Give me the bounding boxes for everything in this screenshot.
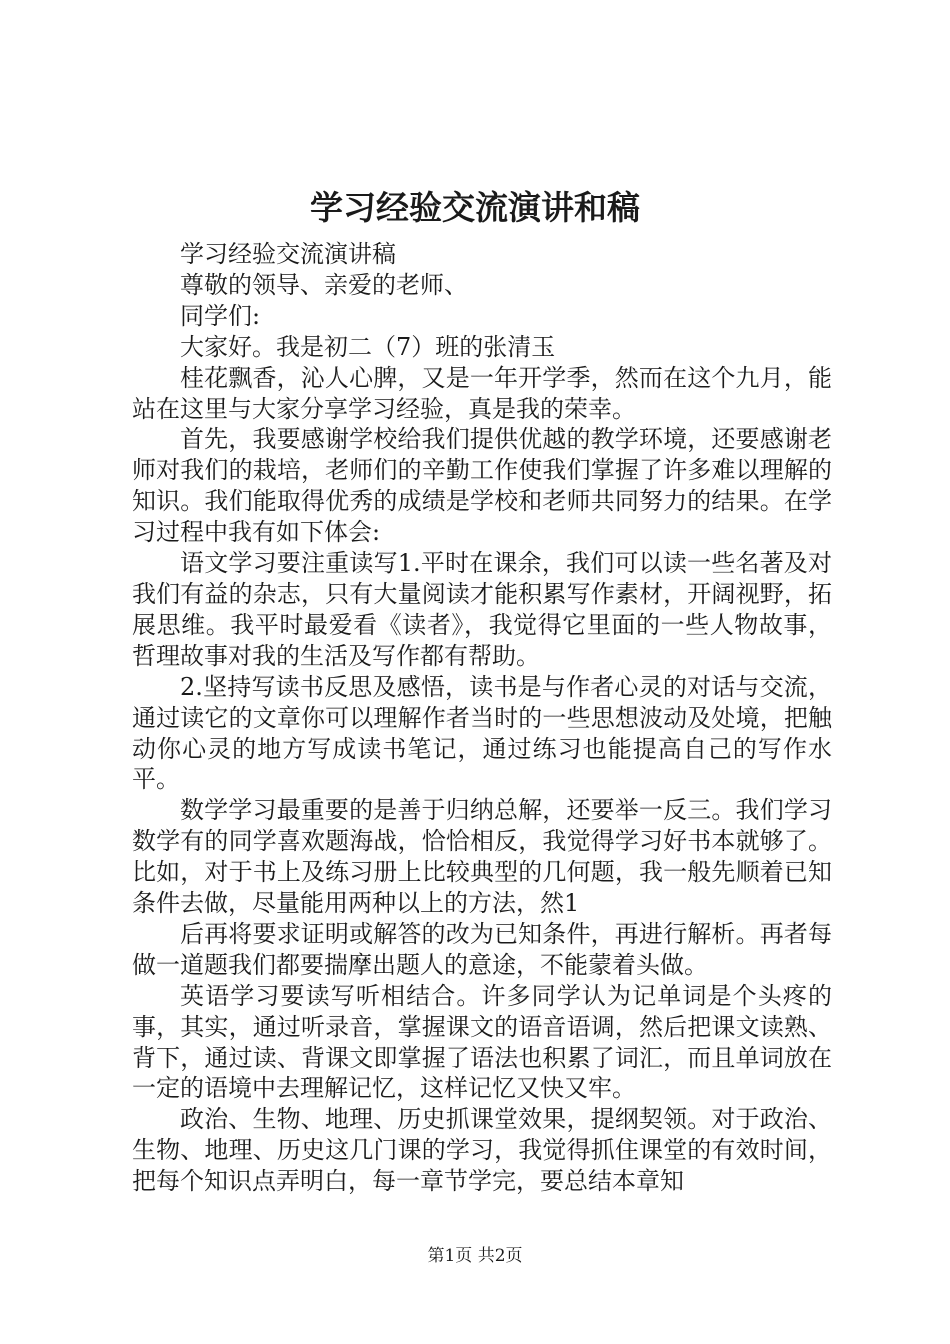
paragraph: 政治、生物、地理、历史抓课堂效果，提纲契领。对于政治、生物、地理、历史这几门课的学习，我觉得抓住课堂的有效时间，把每个知识点弄明白，每一章节学完，要总结本章知: [132, 1105, 832, 1196]
paragraph: 尊敬的领导、亲爱的老师、: [180, 270, 468, 299]
paragraph: 首先，我要感谢学校给我们提供优越的教学环境，还要感谢老师对我们的栽培，老师们的辛勤工作使我们掌握了许多难以理解的知识。我们能取得优秀的成绩是学校和老师共同努力的结果。在学习过程中我有如下体会:: [132, 425, 832, 547]
paragraph: 语文学习要注重读写1.平时在课余，我们可以读一些名著及对我们有益的杂志，只有大量阅读才能积累写作素材，开阔视野，拓展思维。我平时最爱看《读者》，我觉得它里面的一些人物故事，哲理故事对我的生活及写作都有帮助。: [132, 549, 832, 670]
page-footer: 第1页 共2页: [427, 1246, 523, 1266]
paragraph: 大家好。我是初二（7）班的张清玉: [180, 332, 556, 361]
document-title: 学习经验交流演讲和稿: [310, 188, 640, 227]
paragraph: 数学学习最重要的是善于归纳总解，还要举一反三。我们学习数学有的同学喜欢题海战，恰恰相反，我觉得学习好书本就够了。比如，对于书上及练习册上比较典型的几何题，我一般先顺着已知条件去做，尽量能用两种以上的方法，然1: [132, 796, 832, 918]
paragraph: 后再将要求证明或解答的改为已知条件，再进行解析。再者每做一道题我们都要揣摩出题人的意途，不能蒙着头做。: [132, 919, 832, 979]
document-body: [132, 239, 832, 1197]
paragraph: 学习经验交流演讲稿: [180, 240, 396, 268]
paragraph: 英语学习要读写听相结合。许多同学认为记单词是个头疼的事，其实，通过听录音，掌握课文的语音语调，然后把课文读熟、背下，通过读、背课文即掌握了语法也积累了词汇，而且单词放在一定的语境中去理解记忆，这样记忆又快又牢。: [132, 981, 832, 1103]
paragraph: 桂花飘香，沁人心脾，又是一年开学季，然而在这个九月，能站在这里与大家分享学习经验，真是我的荣幸。: [132, 363, 832, 423]
paragraph: 同学们:: [180, 301, 261, 330]
paragraph: 2.坚持写读书反思及感悟，读书是与作者心灵的对话与交流，通过读它的文章你可以理解作者当时的一些思想波动及处境，把触动你心灵的地方写成读书笔记，通过练习也能提高自己的写作水平。: [132, 672, 832, 794]
